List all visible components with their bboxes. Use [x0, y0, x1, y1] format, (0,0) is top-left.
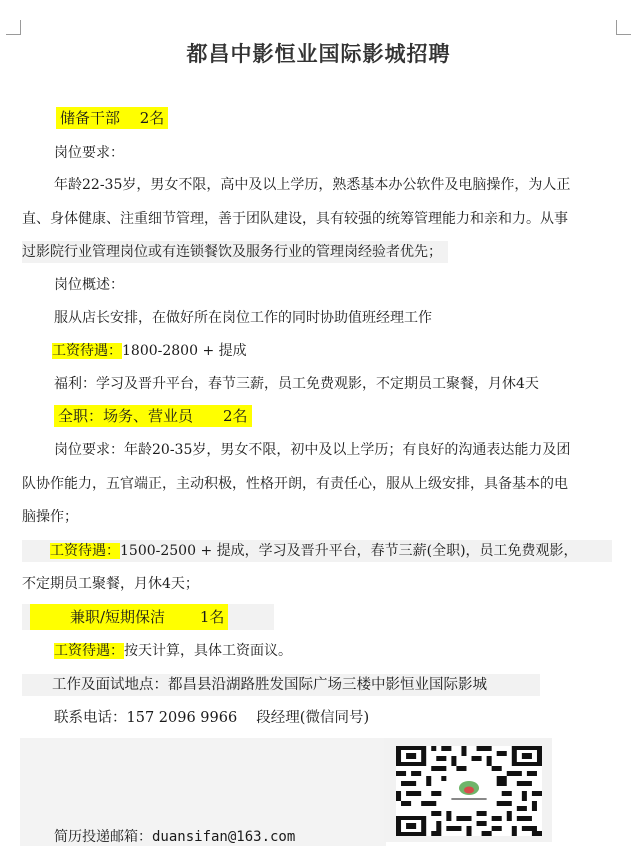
fulltime-salary-label: 工资待遇： [50, 543, 120, 559]
reserve-salary-value: 1800-2800 + 提成 [122, 343, 247, 359]
fulltime-salary [22, 540, 612, 562]
page-title: 都昌中影恒业国际影城招聘 [186, 42, 451, 66]
contact-phone: 联系电话：157 2096 9966 段经理(微信同号) [54, 710, 370, 726]
contact-email-label: 简历投递邮箱： [54, 829, 152, 845]
fulltime-salary-value: 1500-2500 + 提成，学习及晋升平台，春节三薪(全职)，员工免费观影， [120, 543, 578, 559]
reserve-req-line2: 直、身体健康、注重细节管理，善于团队建设，具有较强的统筹管理能力和亲和力。从事 [22, 211, 568, 227]
fulltime-req-line3: 脑操作； [22, 509, 78, 525]
crop-mark-top-right [616, 20, 631, 35]
reserve-overview: 服从店长安排，在做好所在岗位工作的同时协助值班经理工作 [54, 310, 432, 326]
parttime-salary [54, 640, 292, 662]
fulltime-req-line2: 队协作能力，五官端正，主动积极，性格开朗，有责任心，服从上级安排，具备基本的电 [22, 476, 568, 492]
parttime-salary-value: 按天计算，具体工资面议。 [124, 643, 292, 659]
fulltime-salary-line2: 不定期员工聚餐，月休4天； [22, 576, 199, 592]
parttime-salary-label: 工资待遇： [54, 643, 124, 659]
crop-mark-top-left [6, 20, 21, 35]
parttime-heading: 兼职/短期保洁 1名 [30, 604, 228, 630]
reserve-req-label: 岗位要求： [54, 145, 124, 161]
contact-email-link[interactable]: duansifan@163.com [152, 829, 296, 845]
reserve-heading: 储备干部 2名 [56, 107, 168, 129]
contact-email [54, 826, 295, 848]
reserve-req-line3: 过影院行业管理岗位或有连锁餐饮及服务行业的管理岗经验者优先； [22, 241, 448, 263]
reserve-salary [52, 340, 247, 362]
parttime-heading-band [22, 604, 274, 630]
reserve-req-line1: 年龄22-35岁，男女不限，高中及以上学历，熟悉基本办公软件及电脑操作，为人正 [54, 177, 571, 193]
reserve-benefits: 福利：学习及晋升平台，春节三薪，员工免费观影，不定期员工聚餐，月休4天 [54, 376, 539, 392]
contact-address [22, 674, 540, 696]
contact-address-text: 工作及面试地点：都昌县沿湖路胜发国际广场三楼中影恒业国际影城 [52, 677, 487, 693]
fulltime-req-line1: 岗位要求：年龄20-35岁，男女不限，初中及以上学历；有良好的沟通表达能力及团 [54, 442, 571, 458]
wechat-qr-code-icon [396, 746, 542, 836]
reserve-salary-label: 工资待遇： [52, 343, 122, 359]
reserve-overview-label: 岗位概述： [54, 277, 124, 293]
fulltime-heading: 全职：场务、营业员 2名 [54, 405, 252, 427]
